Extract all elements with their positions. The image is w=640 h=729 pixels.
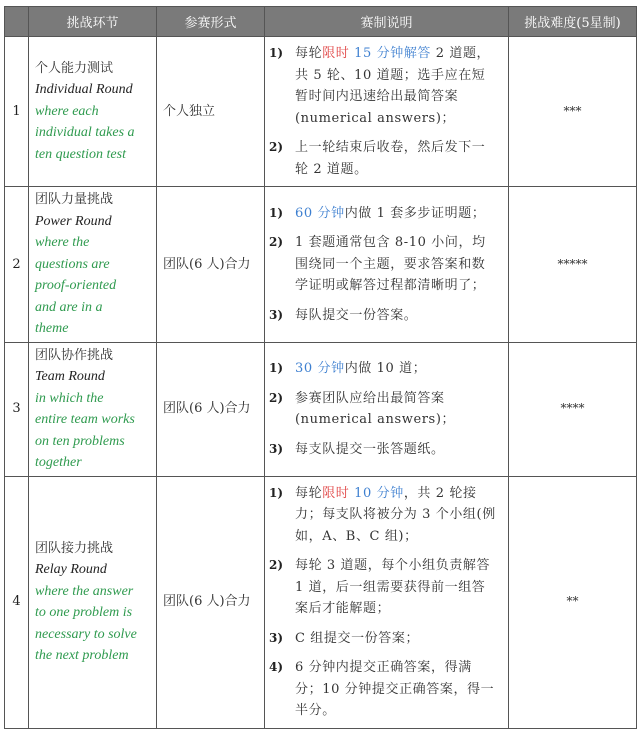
stage-description-line: proof-oriented	[35, 278, 117, 293]
rule-text	[295, 137, 498, 180]
rule-text-highlight: 15 分钟解答	[349, 46, 432, 61]
table-row	[5, 476, 637, 728]
stage-description-line: entire team works	[35, 412, 135, 427]
stage-cell	[29, 37, 157, 187]
header-format: 参赛形式	[157, 7, 265, 37]
rule-text-highlight: 10 分钟	[349, 485, 404, 501]
stage-description-line: necessary to solve	[35, 626, 137, 642]
stage-cell	[29, 476, 157, 728]
rule-text-part: 上一轮结束后收卷，然后发下一轮 2 道题。	[295, 140, 486, 177]
rules-cell	[265, 476, 509, 728]
rule-text-part: 每队提交一份答案。	[295, 307, 418, 323]
rule-text	[295, 43, 498, 129]
rule-text-part: 参赛团队应给出最简答案(numerical answers)；	[295, 390, 456, 427]
rule-text	[295, 358, 498, 380]
stage-name-zh: 个人能力测试	[35, 60, 114, 76]
rule-index: 1)	[269, 46, 284, 60]
rule-text-highlight: 30 分钟	[295, 361, 345, 376]
rule-item	[269, 657, 498, 722]
rule-item	[269, 43, 498, 129]
rule-text-part: 每支队提交一张答题纸。	[295, 441, 445, 457]
rule-index: 1)	[269, 361, 284, 375]
rule-text-part: 2 道题，共 5 轮、10 道题；选手应在短暂时间内迅速给出最简答案(numerical answers)；	[295, 46, 491, 126]
stage-description-line: where the	[35, 235, 90, 250]
stage-description-line: on ten problems	[35, 433, 125, 449]
stage-description-line: and are in a	[35, 299, 103, 315]
header-difficulty: 挑战难度(5星制)	[509, 7, 637, 37]
rules-cell	[265, 342, 509, 476]
rule-text	[295, 232, 498, 297]
difficulty-stars: ***	[509, 37, 637, 187]
stage-description-line: to one problem is	[35, 605, 133, 620]
rule-text	[295, 439, 498, 461]
rule-index: 1)	[269, 205, 284, 220]
rule-text	[295, 203, 498, 225]
header-number	[5, 7, 29, 37]
stage-name-en: Individual Round	[35, 82, 133, 98]
rule-text	[295, 628, 498, 650]
stage-description-line: questions are	[35, 256, 110, 272]
difficulty-stars: ****	[509, 342, 637, 476]
stage-cell	[29, 342, 157, 476]
stage-description-line: the next problem	[35, 648, 129, 663]
rule-index: 3)	[269, 441, 284, 456]
rule-item	[269, 358, 498, 380]
rule-text	[295, 657, 498, 722]
row-number: 1	[5, 37, 29, 187]
row-number: 2	[5, 187, 29, 343]
rule-index: 3)	[269, 307, 284, 322]
rule-item	[269, 628, 498, 650]
header-row	[5, 7, 637, 37]
stage-name-zh: 团队接力挑战	[35, 540, 114, 556]
format-cell: 个人独立	[157, 37, 265, 187]
rule-text-part: ，共 2 轮接力；每支队将被分为 3 个小组(例如，A、B、C 组)；	[295, 485, 496, 544]
stage-name-zh: 团队力量挑战	[35, 192, 114, 207]
rule-index: 2)	[269, 390, 284, 405]
rule-text	[295, 388, 498, 431]
rule-item	[269, 439, 498, 461]
rule-text-part: 每轮	[295, 485, 323, 501]
table-row	[5, 37, 637, 187]
stage-name-en: Power Round	[35, 213, 112, 229]
rule-item	[269, 483, 498, 548]
row-number: 3	[5, 342, 29, 476]
rule-item	[269, 137, 498, 180]
stage-name-zh: 团队协作挑战	[35, 347, 114, 363]
table-row	[5, 187, 637, 343]
format-cell: 团队(6 人)合力	[157, 476, 265, 728]
row-number: 4	[5, 476, 29, 728]
stage-description-line: individual takes a	[35, 125, 135, 141]
rule-index: 4)	[269, 660, 284, 674]
stage-name-en: Relay Round	[35, 562, 107, 577]
rule-text	[295, 305, 498, 327]
stage-description-line: in which the	[35, 390, 104, 406]
rule-item	[269, 203, 498, 225]
rule-text-part: 内做 10 道；	[344, 361, 427, 376]
rule-text-part: 每轮	[295, 46, 323, 61]
rule-item	[269, 305, 498, 327]
rule-text-highlight: 限时	[322, 485, 350, 501]
table-body	[5, 37, 637, 729]
rule-text-part: 每轮 3 道题，每个小组负责解答 1 道，后一组需要获得前一组答案后才能解题；	[295, 558, 491, 616]
rule-index: 1)	[269, 485, 284, 500]
rules-cell	[265, 187, 509, 343]
rule-item	[269, 232, 498, 297]
stage-description-line: ten question test	[35, 146, 126, 162]
stage-description-line: theme	[35, 321, 69, 336]
rule-text-part: 6 分钟内提交正确答案，得满分；10 分钟提交正确答案，得一半分。	[295, 660, 495, 718]
competition-table	[4, 6, 637, 729]
rule-text-highlight: 60 分钟	[295, 205, 345, 221]
header-stage: 挑战环节	[29, 7, 157, 37]
stage-cell	[29, 187, 157, 343]
header-rules: 赛制说明	[265, 7, 509, 37]
rule-text-highlight: 限时	[322, 46, 350, 61]
rule-index: 2)	[269, 558, 284, 572]
rule-text	[295, 483, 498, 548]
rule-text-part: 1 套题通常包含 8-10 小问，均围绕同一个主题，要求答案和数学证明或解答过程都清晰明了；	[295, 235, 486, 293]
format-cell: 团队(6 人)合力	[157, 342, 265, 476]
difficulty-stars: **	[509, 476, 637, 728]
rule-index: 2)	[269, 140, 284, 154]
rule-text	[295, 555, 498, 620]
rule-index: 3)	[269, 630, 284, 645]
rules-cell	[265, 37, 509, 187]
stage-description-line: together	[35, 455, 82, 470]
rule-item	[269, 388, 498, 431]
table-row	[5, 342, 637, 476]
stage-name-en: Team Round	[35, 369, 105, 384]
rule-item	[269, 555, 498, 620]
stage-description-line: where each	[35, 103, 99, 119]
format-cell: 团队(6 人)合力	[157, 187, 265, 343]
rule-text-part: C 组提交一份答案；	[295, 630, 420, 646]
rule-index: 2)	[269, 235, 284, 249]
stage-description-line: where the answer	[35, 583, 134, 599]
rule-text-part: 内做 1 套多步证明题；	[344, 205, 486, 221]
difficulty-stars: *****	[509, 187, 637, 343]
